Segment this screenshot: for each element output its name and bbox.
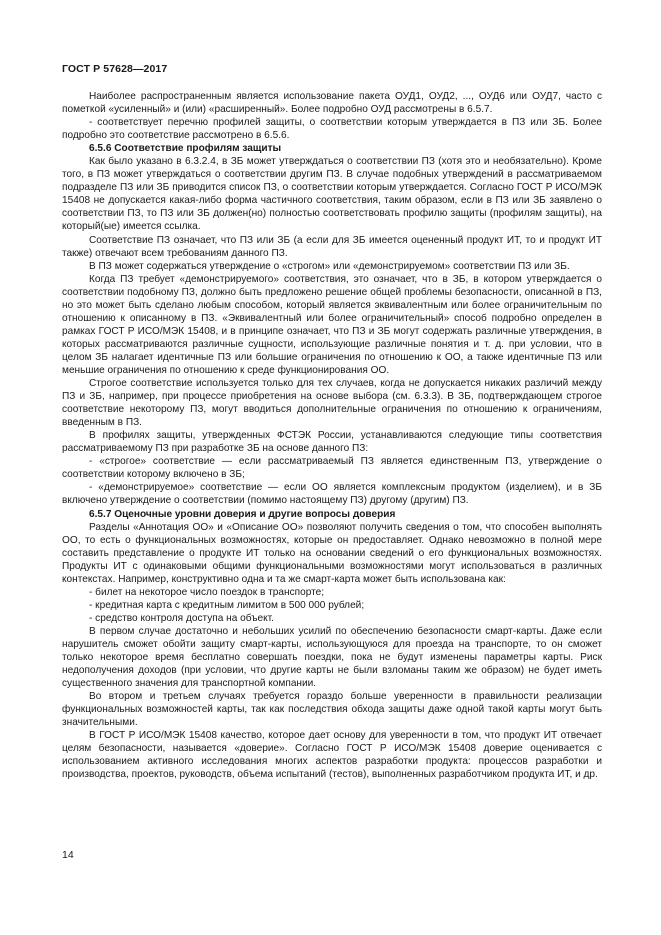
paragraph: Строгое соответствие используется только для тех случаев, когда не допускается никаких различий между ПЗ и ЗБ, например, при процессе приобретения на основе выбора (см. 6.3.3). В ЗБ, подтверждающем строгое соответствие некоторому ПЗ, могут вводиться дополнительные ограничения по отношению к ограничениям, введенным в ПЗ.: [62, 378, 602, 429]
page-body: [62, 90, 602, 781]
paragraph: В ПЗ может содержаться утверждение о «строгом» или «демонстрируемом» соответствии ПЗ или ЗБ.: [89, 260, 570, 272]
list-item: - средство контроля доступа на объект.: [89, 612, 274, 624]
paragraph: Разделы «Аннотация ОО» и «Описание ОО» позволяют получить сведения о том, что способен выполнять ОО, то есть о функциональных возможностях, которые он предоставляет. Однако невозможно в полной мере составить представление о продукте ИТ только на основании сведений о его функциональных возможностях. Продукты ИТ с одинаковыми общими функциональными возможностями могут использоваться в различных контекстах. Например, конструктивно одна и та же смарт-карта может быть использована как:: [62, 521, 602, 585]
paragraph: В первом случае достаточно и небольших усилий по обеспечению безопасности смарт-карты. Даже если нарушитель сможет обойти защиту смарт-карты, использующуюся для проезда на транспорте, то он сможет только некоторое время бесплатно совершать поездки, пока не будут изменены параметры карты. Риск недополучения доходов (при условии, что другие карты не были взломаны таким же образом) не будет иметь существенного значения для транспортной компании.: [62, 625, 602, 690]
list-item: - «демонстрируемое» соответствие — если ОО является комплексным продуктом (изделием), и в ЗБ включено утверждение о соответствии (помимо настоящему ПЗ) другому (другим) ПЗ.: [62, 482, 602, 507]
section-heading-6-5-6: 6.5.6 Соответствие профилям защиты: [89, 143, 282, 155]
document-header: ГОСТ Р 57628—2017: [62, 63, 168, 75]
paragraph: Когда ПЗ требует «демонстрируемого» соответствия, это означает, что в ЗБ, в котором утверждается о соответствии подобному ПЗ, должно быть предложено решение общей проблемы безопасности, описанной в ПЗ, но это может быть сделано любым способом, который является эквивалентным или более ограничительным по отношению к описанному в ПЗ. «Эквивалентный или более ограничительный» способ подробно определен в рамках ГОСТ Р ИСО/МЭК 15408, и в принципе означает, что ПЗ и ЗБ могут содержать различные утверждения, в которых рассматриваются различные сущности, использующие различные понятия и т. д. при условии, что в целом ЗБ налагает идентичные ПЗ или большие ограничения по отношению к ОО, а также идентичные ПЗ или меньшие ограничения по отношению к среде функционирования ОО.: [62, 273, 602, 376]
section-heading-6-5-7: 6.5.7 Оценочные уровни доверия и другие вопросы доверия: [89, 508, 396, 520]
paragraph: Во втором и третьем случаях требуется гораздо больше уверенности в правильности реализации функциональных возможностей карты, так как последствия обхода защиты даже одной такой карты могут быть значительными.: [62, 691, 602, 729]
paragraph: В ГОСТ Р ИСО/МЭК 15408 качество, которое дает основу для уверенности в том, что продукт ИТ отвечает целям безопасности, называется «доверие». Согласно ГОСТ Р ИСО/МЭК 15408 доверие оценивается с использованием активного исследования многих аспектов разработки продукта: процессов разработки и производства, проектов, руководств, объема испытаний (тестов), выполненных разработчиком продукта ИТ, и др.: [62, 730, 602, 781]
paragraph: В профилях защиты, утвержденных ФСТЭК России, устанавливаются следующие типы соответствия рассматриваемому ПЗ при разработке ЗБ на основе данного ПЗ:: [62, 430, 602, 455]
page-number: 14: [62, 849, 74, 861]
list-item: - билет на некоторое число поездок в транспорте;: [89, 586, 325, 598]
list-item: - «строгое» соответствие — если рассматриваемый ПЗ является единственным ПЗ, утверждение о соответствии которому включено в ЗБ;: [62, 456, 602, 481]
paragraph: Как было указано в 6.3.2.4, в ЗБ может утверждаться о соответствии ПЗ (хотя это и необязательно). Кроме того, в ПЗ может утверждаться о соответствии другим ПЗ. В случае подобных утверждений в рассматриваемом подразделе ПЗ или ЗБ приводится список ПЗ, о соответствии которым утверждается. Согласно ГОСТ Р ИСО/МЭК 15408 не допускается какая-либо форма частичного соответствия, таким образом, если в ПЗ или ЗБ заявлено о соответствии ПЗ, то ПЗ или ЗБ должен(но) полностью соответствовать профилю защиты (профилям защиты), на который(ые) имеется ссылка.: [62, 156, 602, 233]
paragraph: - соответствует перечню профилей защиты, о соответствии которым утверждается в ПЗ или ЗБ. Более подробно это соответствие рассмотрено в 6.5.6.: [62, 117, 602, 142]
paragraph: Наиболее распространенным является использование пакета ОУД1, ОУД2, ..., ОУД6 или ОУД7, часто с пометкой «усиленный» и (или) «расширенный». Более подробно ОУД рассмотрены в 6.5.7.: [62, 91, 602, 116]
list-item: - кредитная карта с кредитным лимитом в 500 000 рублей;: [89, 599, 365, 611]
paragraph: Соответствие ПЗ означает, что ПЗ или ЗБ (а если для ЗБ имеется оцененный продукт ИТ, то и продукт ИТ также) отвечают всем требованиям данного ПЗ.: [62, 234, 602, 259]
